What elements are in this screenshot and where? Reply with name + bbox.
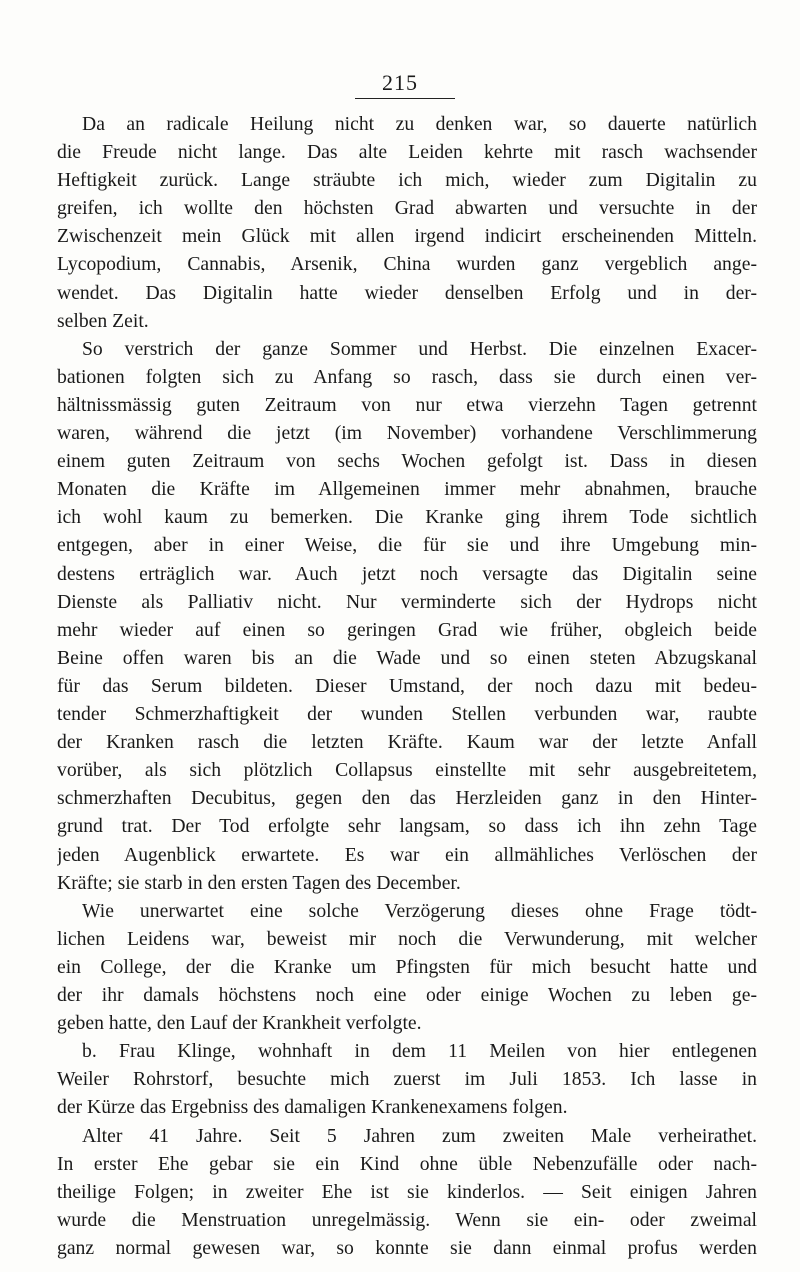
page-number: 215 bbox=[382, 70, 418, 95]
text-line: grund trat. Der Tod erfolgte sehr langsam, so dass ich ihn zehn Tage bbox=[57, 815, 757, 838]
text-line: Wie unerwartet eine solche Verzögerung dieses ohne Frage tödt- bbox=[82, 899, 757, 922]
text-line: b. Frau Klinge, wohnhaft in dem 11 Meilen von hier entlegenen bbox=[82, 1040, 757, 1063]
text-line: einem guten Zeitraum von sechs Wochen gefolgt ist. Dass in diesen bbox=[57, 450, 757, 473]
text-line: Kräfte; sie starb in den ersten Tagen des December. bbox=[57, 871, 461, 894]
text-line: Dienste als Palliativ nicht. Nur verminderte sich der Hydrops nicht bbox=[57, 590, 757, 613]
text-line: ein College, der die Kranke um Pfingsten für mich besucht hatte und bbox=[57, 955, 757, 978]
text-line: waren, während die jetzt (im November) vorhandene Verschlimmerung bbox=[57, 422, 757, 445]
text-line: wendet. Das Digitalin hatte wieder denselben Erfolg und in der- bbox=[57, 281, 757, 304]
text-line: destens erträglich war. Auch jetzt noch versagte das Digitalin seine bbox=[57, 562, 757, 585]
text-line: schmerzhaften Decubitus, gegen den das Herzleiden ganz in den Hinter- bbox=[57, 787, 757, 810]
text-line: der Kranken rasch die letzten Kräfte. Kaum war der letzte Anfall bbox=[57, 731, 757, 754]
text-line: tender Schmerzhaftigkeit der wunden Stellen verbunden war, raubte bbox=[57, 703, 757, 726]
text-line: jeden Augenblick erwartete. Es war ein allmähliches Verlöschen der bbox=[57, 843, 757, 866]
text-line: Weiler Rohrstorf, besuchte mich zuerst im Juli 1853. Ich lasse in bbox=[57, 1068, 757, 1091]
text-line: ganz normal gewesen war, so konnte sie dann einmal profus werden bbox=[57, 1236, 757, 1259]
text-line: bationen folgten sich zu Anfang so rasch, dass sie durch einen ver- bbox=[57, 365, 757, 388]
text-line: für das Serum bildeten. Dieser Umstand, der noch dazu mit bedeu- bbox=[57, 674, 757, 697]
text-line: der ihr damals höchstens noch eine oder einige Wochen zu leben ge- bbox=[57, 984, 757, 1007]
text-line: mehr wieder auf einen so geringen Grad wie früher, obgleich beide bbox=[57, 618, 757, 641]
text-line: Alter 41 Jahre. Seit 5 Jahren zum zweiten Male verheirathet. bbox=[82, 1124, 757, 1147]
text-line: lichen Leidens war, beweist mir noch die Verwunderung, mit welcher bbox=[57, 927, 757, 950]
text-line: selben Zeit. bbox=[57, 309, 149, 332]
text-line: Monaten die Kräfte im Allgemeinen immer mehr abnahmen, brauche bbox=[57, 478, 757, 501]
text-line: ich wohl kaum zu bemerken. Die Kranke ging ihrem Tode sichtlich bbox=[57, 506, 757, 529]
text-line: der Kürze das Ergebniss des damaligen Krankenexamens folgen. bbox=[57, 1096, 568, 1119]
text-line: entgegen, aber in einer Weise, die für sie und ihre Umgebung min- bbox=[57, 534, 757, 557]
text-line: wurde die Menstruation unregelmässig. Wenn sie ein- oder zweimal bbox=[57, 1208, 757, 1231]
text-line: theilige Folgen; in zweiter Ehe ist sie kinderlos. — Seit einigen Jahren bbox=[57, 1180, 757, 1203]
text-line: Lycopodium, Cannabis, Arsenik, China wurden ganz vergeblich ange- bbox=[57, 253, 757, 276]
text-line: Heftigkeit zurück. Lange sträubte ich mich, wieder zum Digitalin zu bbox=[57, 169, 757, 192]
text-line: In erster Ehe gebar sie ein Kind ohne üble Nebenzufälle oder nach- bbox=[57, 1152, 757, 1175]
text-line: Zwischenzeit mein Glück mit allen irgend indicirt erscheinenden Mitteln. bbox=[57, 225, 757, 248]
text-line: So verstrich der ganze Sommer und Herbst. Die einzelnen Exacer- bbox=[82, 337, 757, 360]
header-rule bbox=[355, 98, 455, 99]
text-line: hältnissmässig guten Zeitraum von nur etwa vierzehn Tagen getrennt bbox=[57, 393, 757, 416]
text-line: Beine offen waren bis an die Wade und so einen steten Abzugskanal bbox=[57, 646, 757, 669]
text-line: Da an radicale Heilung nicht zu denken war, so dauerte natürlich bbox=[82, 113, 757, 135]
text-line: die Freude nicht lange. Das alte Leiden kehrte mit rasch wachsender bbox=[57, 141, 757, 164]
text-line: vorüber, als sich plötzlich Collapsus einstellte mit sehr ausgebreitetem, bbox=[57, 759, 757, 782]
text-line: greifen, ich wollte den höchsten Grad abwarten und versuchte in der bbox=[57, 197, 757, 220]
text-line: geben hatte, den Lauf der Krankheit verfolgte. bbox=[57, 1012, 422, 1035]
